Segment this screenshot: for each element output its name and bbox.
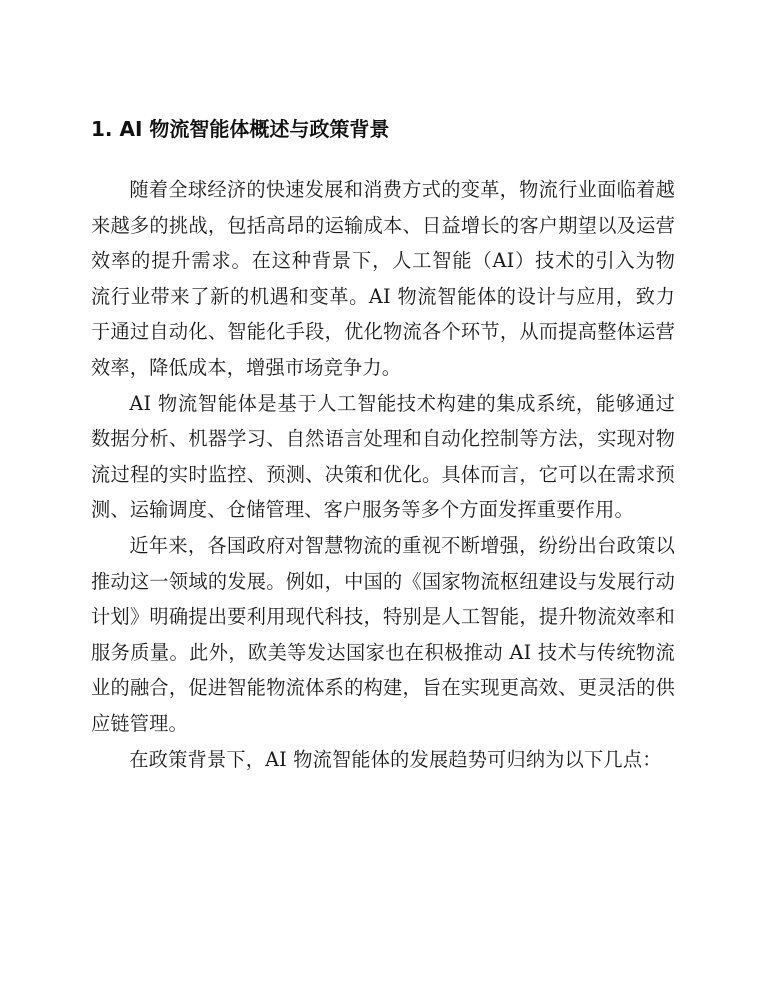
- paragraph-definition: AI 物流智能体是基于人工智能技术构建的集成系统，能够通过数据分析、机器学习、自然语言处理和自动化控制等方法，实现对物流过程的实时监控、预测、决策和优化。具体而言，它可以在需求预测、运输调度、仓储管理、客户服务等多个方面发挥重要作用。: [91, 391, 675, 522]
- section-heading: 1. AI 物流智能体概述与政策背景: [91, 117, 390, 141]
- paragraph-policy: 近年来，各国政府对智慧物流的重视不断增强，纷纷出台政策以推动这一领域的发展。例如，中国的《国家物流枢纽建设与发展行动计划》明确提出要利用现代科技，特别是人工智能，提升物流效率和服务质量。此外，欧美等发达国家也在积极推动 AI 技术与传统物流业的融合，促进智能物流体系的构建，旨在实现更高效、更灵活的供应链管理。: [91, 533, 675, 735]
- section-body: [91, 172, 675, 777]
- paragraph-trends-lead: 在政策背景下，AI 物流智能体的发展趋势可归纳为以下几点：: [129, 747, 662, 771]
- paragraph-intro: 随着全球经济的快速发展和消费方式的变革，物流行业面临着越来越多的挑战，包括高昂的运输成本、日益增长的客户期望以及运营效率的提升需求。在这种背景下，人工智能（AI）技术的引入为物流行业带来了新的机遇和变革。AI 物流智能体的设计与应用，致力于通过自动化、智能化手段，优化物流各个环节，从而提高整体运营效率，降低成本，增强市场竞争力。: [91, 178, 675, 379]
